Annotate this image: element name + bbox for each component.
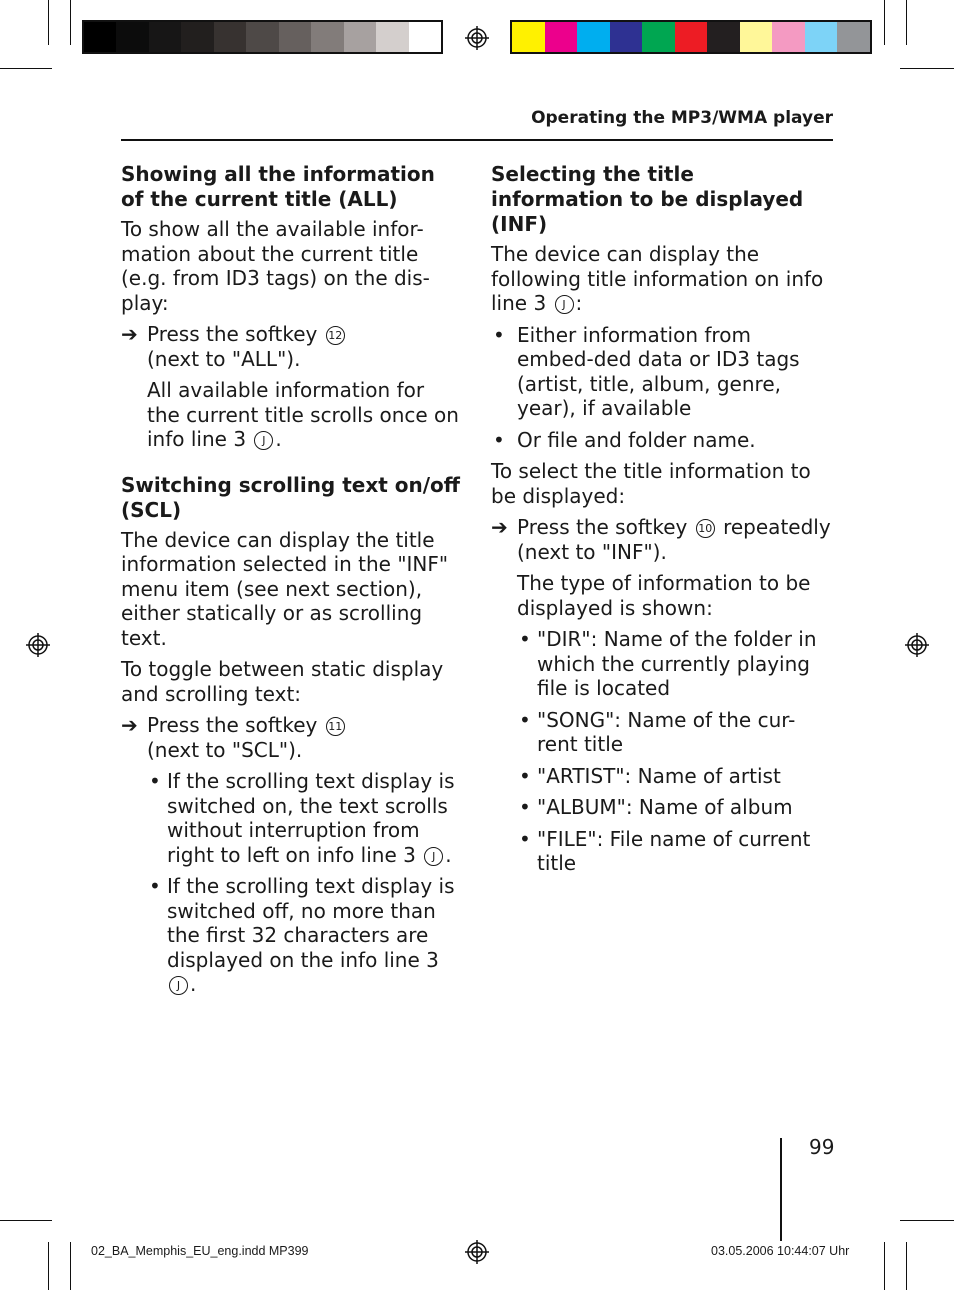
section-heading-all: Showing all the information of the current title (ALL) xyxy=(121,162,435,211)
color-swatch xyxy=(805,22,838,52)
list-item xyxy=(491,323,831,421)
list-item-text: "ALBUM": Name of album xyxy=(537,795,793,819)
crop-mark xyxy=(906,0,907,45)
step-text: repeatedly (next to "INF"). xyxy=(517,515,831,564)
crop-mark xyxy=(0,68,52,69)
info-line-j-icon: J xyxy=(424,847,443,866)
instruction-step xyxy=(121,322,461,371)
bullet-icon: • xyxy=(149,769,161,793)
softkey-11-icon: 11 xyxy=(326,717,345,736)
paragraph xyxy=(491,242,831,316)
intro-text: The device can display the following title information on info line 3 xyxy=(491,242,824,315)
registration-mark-icon xyxy=(905,633,929,657)
info-line-j-icon: J xyxy=(555,295,574,314)
step-text: Press the softkey xyxy=(517,515,688,539)
crop-mark xyxy=(70,0,71,45)
crop-mark xyxy=(884,0,885,45)
softkey-12-icon: 12 xyxy=(326,326,345,345)
bullet-icon: • xyxy=(519,707,531,732)
arrow-icon: ➔ xyxy=(121,322,138,346)
color-swatch xyxy=(512,22,545,52)
running-header: Operating the MP3/WMA player xyxy=(531,108,833,128)
crop-mark xyxy=(900,1220,954,1221)
color-swatch xyxy=(837,22,870,52)
footer-file-info: 02_BA_Memphis_EU_eng.indd MP399 xyxy=(91,1244,309,1258)
list-item xyxy=(491,827,831,876)
paragraph: To show all the available infor-mation about the current title (e.g. from ID3 tags) on the dis-play: xyxy=(121,217,430,315)
info-line-j-icon: J xyxy=(254,431,273,450)
registration-mark-icon xyxy=(465,26,489,50)
list-item xyxy=(121,769,461,867)
crop-mark xyxy=(48,1242,49,1290)
punctuation: . xyxy=(190,972,197,996)
paragraph: The device can display the title information selected in the "INF" menu item (see next section), either statically or as scrolling text. xyxy=(121,527,449,650)
color-swatch xyxy=(214,22,246,52)
punctuation: . xyxy=(445,842,452,867)
list-item xyxy=(491,764,831,789)
list-item-text: "DIR": Name of the folder in which the currently playing file is located xyxy=(537,627,817,700)
color-swatch xyxy=(642,22,675,52)
color-swatch xyxy=(311,22,343,52)
color-swatch xyxy=(772,22,805,52)
arrow-icon: ➔ xyxy=(491,515,508,539)
color-swatch xyxy=(577,22,610,52)
list-item xyxy=(491,627,831,701)
crop-mark xyxy=(900,68,954,69)
color-swatch xyxy=(84,22,116,52)
color-swatch xyxy=(181,22,213,52)
list-item-text: "ARTIST": Name of artist xyxy=(537,763,781,788)
crop-mark xyxy=(70,1242,71,1290)
paragraph: To select the title information to be displayed: xyxy=(491,459,811,508)
section-heading-inf: Selecting the title information to be displayed (INF) xyxy=(491,162,804,236)
color-swatch xyxy=(707,22,740,52)
bullet-icon: • xyxy=(519,627,531,651)
bullet-icon: • xyxy=(493,322,505,347)
crop-mark xyxy=(48,0,49,45)
grayscale-color-bar xyxy=(82,20,443,54)
color-swatch xyxy=(246,22,278,52)
list-item xyxy=(491,795,831,820)
page-number-rule xyxy=(780,1138,782,1241)
result-text: All available information for the current title scrolls once on info line 3 xyxy=(147,378,459,451)
header-rule xyxy=(121,139,833,141)
step-text: (next to "ALL"). xyxy=(147,346,301,371)
punctuation: . xyxy=(275,427,282,451)
color-swatch xyxy=(149,22,181,52)
color-swatch xyxy=(675,22,708,52)
crop-mark xyxy=(884,1242,885,1290)
step-result xyxy=(121,378,461,452)
step-text: Press the softkey xyxy=(147,322,318,346)
instruction-step xyxy=(491,515,831,564)
info-line-j-icon: J xyxy=(169,976,188,995)
list-item xyxy=(491,708,831,757)
list-item xyxy=(491,428,831,453)
crop-mark xyxy=(906,1242,907,1290)
color-swatch xyxy=(610,22,643,52)
page-number: 99 xyxy=(809,1135,835,1159)
bullet-icon: • xyxy=(149,874,161,898)
list-item-text: "FILE": File name of current title xyxy=(537,826,811,875)
instruction-step xyxy=(121,713,461,762)
bullet-icon: • xyxy=(493,427,505,452)
right-column xyxy=(491,162,831,883)
list-item-text: "SONG": Name of the cur-rent title xyxy=(537,707,796,756)
list-item-text: If the scrolling text display is switched off, no more than the first 32 characters are displayed on the info line 3 xyxy=(167,874,455,972)
color-swatch xyxy=(344,22,376,52)
color-swatch xyxy=(409,22,441,52)
crop-mark xyxy=(0,1220,52,1221)
left-column xyxy=(121,162,461,1004)
section-heading-scl: Switching scrolling text on/off (SCL) xyxy=(121,472,460,522)
color-swatch xyxy=(740,22,773,52)
list-item-text: Or file and folder name. xyxy=(517,427,756,452)
list-item-text: Either information from embed-ded data or ID3 tags (artist, title, album, genre, year), if available xyxy=(517,322,800,420)
softkey-10-icon: 10 xyxy=(696,519,715,538)
color-swatch xyxy=(116,22,148,52)
bullet-icon: • xyxy=(519,795,531,819)
step-text: Press the softkey xyxy=(147,713,318,737)
step-text: (next to "SCL"). xyxy=(147,737,303,762)
registration-mark-icon xyxy=(26,633,50,657)
list-item-text: If the scrolling text display is switched on, the text scrolls without interruption from right to left on info line 3 xyxy=(167,769,455,867)
step-result: The type of information to be displayed is shown: xyxy=(517,571,811,620)
color-swatch xyxy=(376,22,408,52)
bullet-icon: • xyxy=(519,826,531,851)
bullet-icon: • xyxy=(519,763,531,788)
punctuation: : xyxy=(575,291,583,315)
process-color-bar xyxy=(510,20,872,54)
color-swatch xyxy=(545,22,578,52)
registration-mark-icon xyxy=(465,1240,489,1264)
paragraph: To toggle between static display and scrolling text: xyxy=(121,657,444,706)
list-item xyxy=(121,874,461,997)
arrow-icon: ➔ xyxy=(121,713,138,737)
color-swatch xyxy=(279,22,311,52)
footer-timestamp: 03.05.2006 10:44:07 Uhr xyxy=(711,1244,850,1258)
